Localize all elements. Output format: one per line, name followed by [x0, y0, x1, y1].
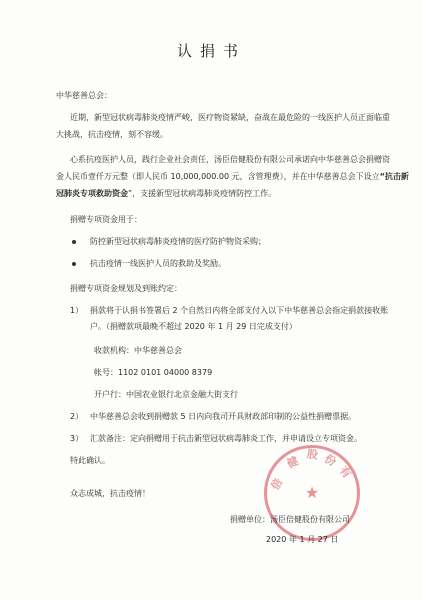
document-title: 认捐书: [176, 42, 246, 60]
paragraph-2-line-2: [56, 171, 409, 182]
slogan: 众志成城，抗击疫情！: [70, 489, 150, 498]
fund-name-part-1: “抗击新: [379, 172, 409, 181]
account-name: 收款机构：中华慈善总会: [94, 346, 182, 355]
purpose-intro: 捐赠专项资金用于：: [70, 215, 142, 224]
company-seal: ★ 股 份 有 倍 健: [264, 445, 360, 541]
seal-star-icon: ★: [304, 483, 320, 502]
fund-name-part-2: 冠肺炎专项救助资金: [56, 189, 128, 198]
item-3-number: 3）: [70, 434, 84, 443]
paragraph-2-line-3: [56, 188, 276, 199]
paragraph-2-line-3-text: ”，支援新型冠状病毒肺炎疫情防控工作。: [128, 189, 277, 198]
item-2-number: 2）: [70, 412, 84, 421]
item-3-text: 汇款备注：定向捐赠用于抗击新型冠状病毒肺炎工作，并申请设立专项资金。: [90, 434, 362, 443]
account-bank: 开户行：中国农业银行北京金融大街支行: [94, 390, 238, 399]
bullet-item-1: 防控新型冠状病毒肺炎疫情的医疗防护物资采购；: [90, 237, 266, 246]
bullet-item-2: 抗击疫情一线医护人员的救助及奖励。: [90, 259, 226, 268]
bullet-icon: [72, 262, 76, 266]
salutation: 中华慈善总会：: [56, 91, 112, 100]
item-1-line-1: 捐款将于认捐书签署后 2 个自然日内将全部支付入以下中华慈善总会指定捐款接收账: [90, 306, 389, 315]
paragraph-1-line-2: 大挑战，抗击疫情，刻不容缓。: [56, 130, 168, 139]
bullet-icon: [72, 240, 76, 244]
sign-date: 2020 年 1 月 27 日: [266, 535, 339, 544]
signer-label: 捐赠单位：汤臣倍健股份有限公司: [230, 515, 350, 524]
item-2-text: 中华慈善总会收到捐赠款 5 日内向我司开具财政部印制的公益性捐赠票据。: [90, 412, 357, 421]
item-1-number: 1）: [70, 306, 84, 315]
closing-statement: 特此确认。: [70, 456, 110, 465]
paragraph-2-line-1: 心系抗疫医护人员，践行企业社会责任，汤臣倍健股份有限公司承诺向中华慈善总会捐赠资: [70, 155, 390, 164]
account-number: 帐号：1102 0101 04000 8379: [94, 368, 213, 377]
paragraph-2-line-2-text: 金人民币壹仟万元整（即人民币 10,000,000.00 元，含管理费），并在中华慈善总会下设立: [56, 172, 380, 181]
item-1-line-2: 户。（捐赠款项最晚不超过 2020 年 1 月 29 日完成支付）: [90, 322, 297, 331]
payment-intro: 捐赠专项资金规划及到账约定：: [70, 284, 182, 293]
paragraph-1-line-1: 近期，新型冠状病毒肺炎疫情严峻，医疗物资紧缺，奋战在最危险的一线医护人员正面临重: [70, 113, 390, 122]
